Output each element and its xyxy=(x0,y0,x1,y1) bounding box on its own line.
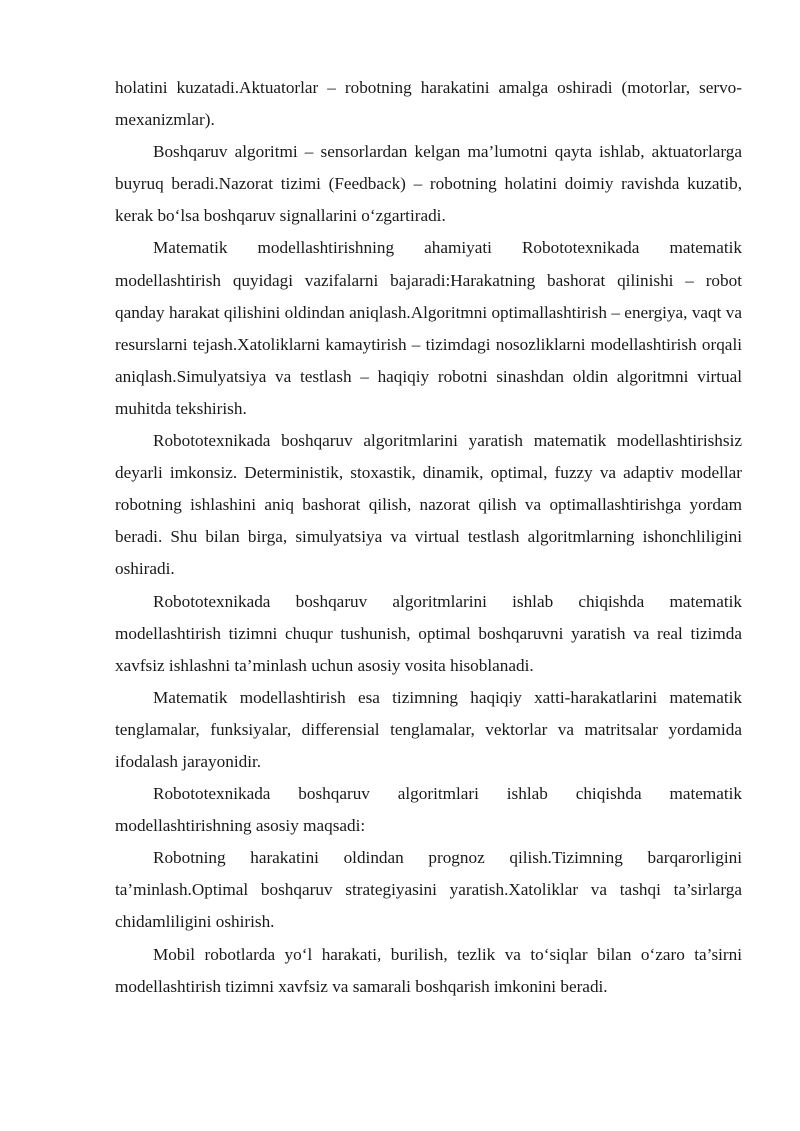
paragraph-5: Robototexnikada boshqaruv algoritmlarini ishlab chiqishda matematik modellashtirish tizimni chuqur tushunish, optimal boshqaruvni yaratish va real tizimda xavfsiz ishlashni ta’minlash uchun asosiy vosita hisoblanadi. xyxy=(115,591,742,675)
paragraph-7: Robototexnikada boshqaruv algoritmlari ishlab chiqishda matematik modellashtirishning asosiy maqsadi: xyxy=(115,784,742,836)
paragraph-9: Mobil robotlarda yo‘l harakati, burilish, tezlik va to‘siqlar bilan o‘zaro ta’sirni modellashtirish tizimni xavfsiz va samarali boshqarish imkonini beradi. xyxy=(115,944,742,996)
paragraph-3: Matematik modellashtirishning ahamiyati Robototexnikada matematik modellashtirish quyidagi vazifalarni bajaradi:Harakatning bashorat qilinishi – robot qanday harakat qilishini oldindan aniqlash.Algoritmni optimallashtirish – energiya, vaqt va resurslarni tejash.Xatoliklarni kamaytirish – tizimdagi nosozliklarni modellashtirish orqali aniqlash.Simulyatsiya va testlash – haqiqiy robotni sinashdan oldin algoritmni virtual muhitda tekshirish. xyxy=(115,238,742,418)
paragraph-4: Robototexnikada boshqaruv algoritmlarini yaratish matematik modellashtirishsiz deyarli imkonsiz. Deterministik, stoxastik, dinamik, optimal, fuzzy va adaptiv modellar robotning ishlashini aniq bashorat qilish, nazorat qilish va optimallashtirishga yordam beradi. Shu bilan birga, simulyatsiya va virtual testlash algoritmlarning ishonchliligini oshiradi. xyxy=(115,431,742,579)
paragraph-1: holatini kuzatadi.Aktuatorlar – robotning harakatini amalga oshiradi (motorlar, servo-mexanizmlar). xyxy=(115,78,742,130)
paragraph-6: Matematik modellashtirish esa tizimning haqiqiy xatti-harakatlarini matematik tenglamalar, funksiyalar, differensial tenglamalar, vektorlar va matritsalar yordamida ifodalash jarayonidir. xyxy=(115,687,742,771)
paragraph-2: Boshqaruv algoritmi – sensorlardan kelgan ma’lumotni qayta ishlab, aktuatorlarga buyruq beradi.Nazorat tizimi (Feedback) – robotning holatini doimiy ravishda kuzatib, kerak bo‘lsa boshqaruv signallarini o‘zgartiradi. xyxy=(115,142,742,226)
paragraph-8: Robotning harakatini oldindan prognoz qilish.Tizimning barqarorligini ta’minlash.Optimal boshqaruv strategiyasini yaratish.Xatoliklar va tashqi ta’sirlarga chidamliligini oshirish. xyxy=(115,848,742,932)
document-body xyxy=(115,72,742,1003)
